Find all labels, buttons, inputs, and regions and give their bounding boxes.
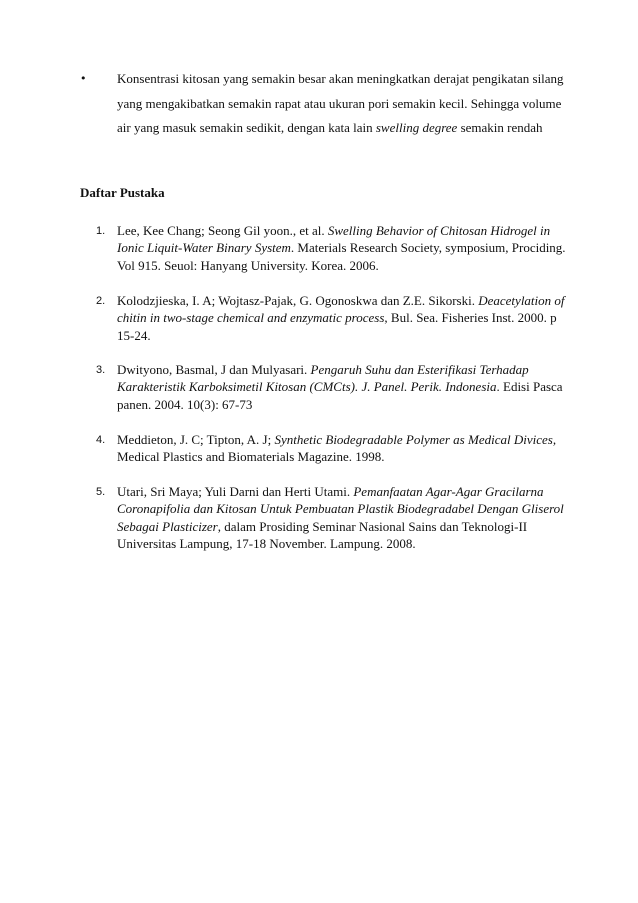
reference-text [117,361,576,413]
reference-title: Swelling Behavior of Chitosan Hidrogel in Ionic Liquit-Water Binary System [117,223,551,256]
bullet-text-end: semakin rendah [457,120,543,135]
reference-source: , Bul. Sea. Fisheries Inst. 2000. p 15-24. [117,310,557,343]
reference-authors: Kolodzjieska, I. A; Wojtasz-Pajak, G. Ogonoskwa dan Z.E. Sikorski. [117,293,479,308]
reference-source: . Edisi Pasca panen. 2004. 10(3): 67-73 [117,379,563,412]
reference-text [117,431,576,466]
bullet-marker: • [80,72,87,85]
reference-authors: Dwityono, Basmal, J dan Mulyasari. [117,362,311,377]
reference-number: 5. [96,486,106,498]
reference-item [96,431,576,466]
reference-number: 4. [96,434,106,446]
reference-text [117,292,576,344]
reference-item [96,361,576,413]
reference-number: 3. [96,364,106,376]
bullet-text-italic: swelling degree [375,120,458,135]
bullet-text [117,67,570,141]
reference-item [96,292,576,344]
bullet-text-main: Konsentrasi kitosan yang semakin besar akan meningkatkan derajat pengikatan silang yang mengakibatkan semakin rapat atau ukuran pori semakin kecil. Sehingga volume air yang masuk semakin sedikit, dengan kata lain [117,71,564,135]
reference-title: Synthetic Biodegradable Polymer as Medical Divices, [274,432,557,447]
reference-title: Deacetylation of chitin in two-stage chemical and enzymatic process [117,293,565,326]
reference-text [117,483,576,552]
reference-title: Pengaruh Suhu dan Esterifikasi Terhadap Karakteristik Karboksimetil Kitosan (CMCts). J. Panel. Perik. Indonesia [117,362,529,395]
reference-number: 1. [96,225,106,237]
reference-authors: Meddieton, J. C; Tipton, A. J; [117,432,275,447]
reference-authors: Utari, Sri Maya; Yuli Darni dan Herti Utami. [117,484,354,499]
reference-item [96,483,576,552]
reference-source: , dalam Prosiding Seminar Nasional Sains dan Teknologi-II Universitas Lampung, 17-18 November. Lampung. 2008. [117,518,528,551]
reference-authors: Lee, Kee Chang; Seong Gil yoon., et al. [117,223,328,238]
section-heading: Daftar Pustaka [80,185,165,200]
reference-number: 2. [96,295,106,307]
bullet-paragraph [80,67,570,141]
reference-source: Medical Plastics and Biomaterials Magazine. 1998. [117,449,385,465]
reference-title: Pemanfaatan Agar-Agar Gracilarna Coronapifolia dan Kitosan Untuk Pembuatan Plastik Biodegradabel Dengan Gliserol Sebagai Plasticizer [117,484,564,534]
reference-item [96,222,576,274]
reference-source: . Materials Research Society, symposium, Prociding. Vol 915. Seuol: Hanyang University. Korea. 2006. [117,240,566,273]
reference-text [117,222,576,274]
